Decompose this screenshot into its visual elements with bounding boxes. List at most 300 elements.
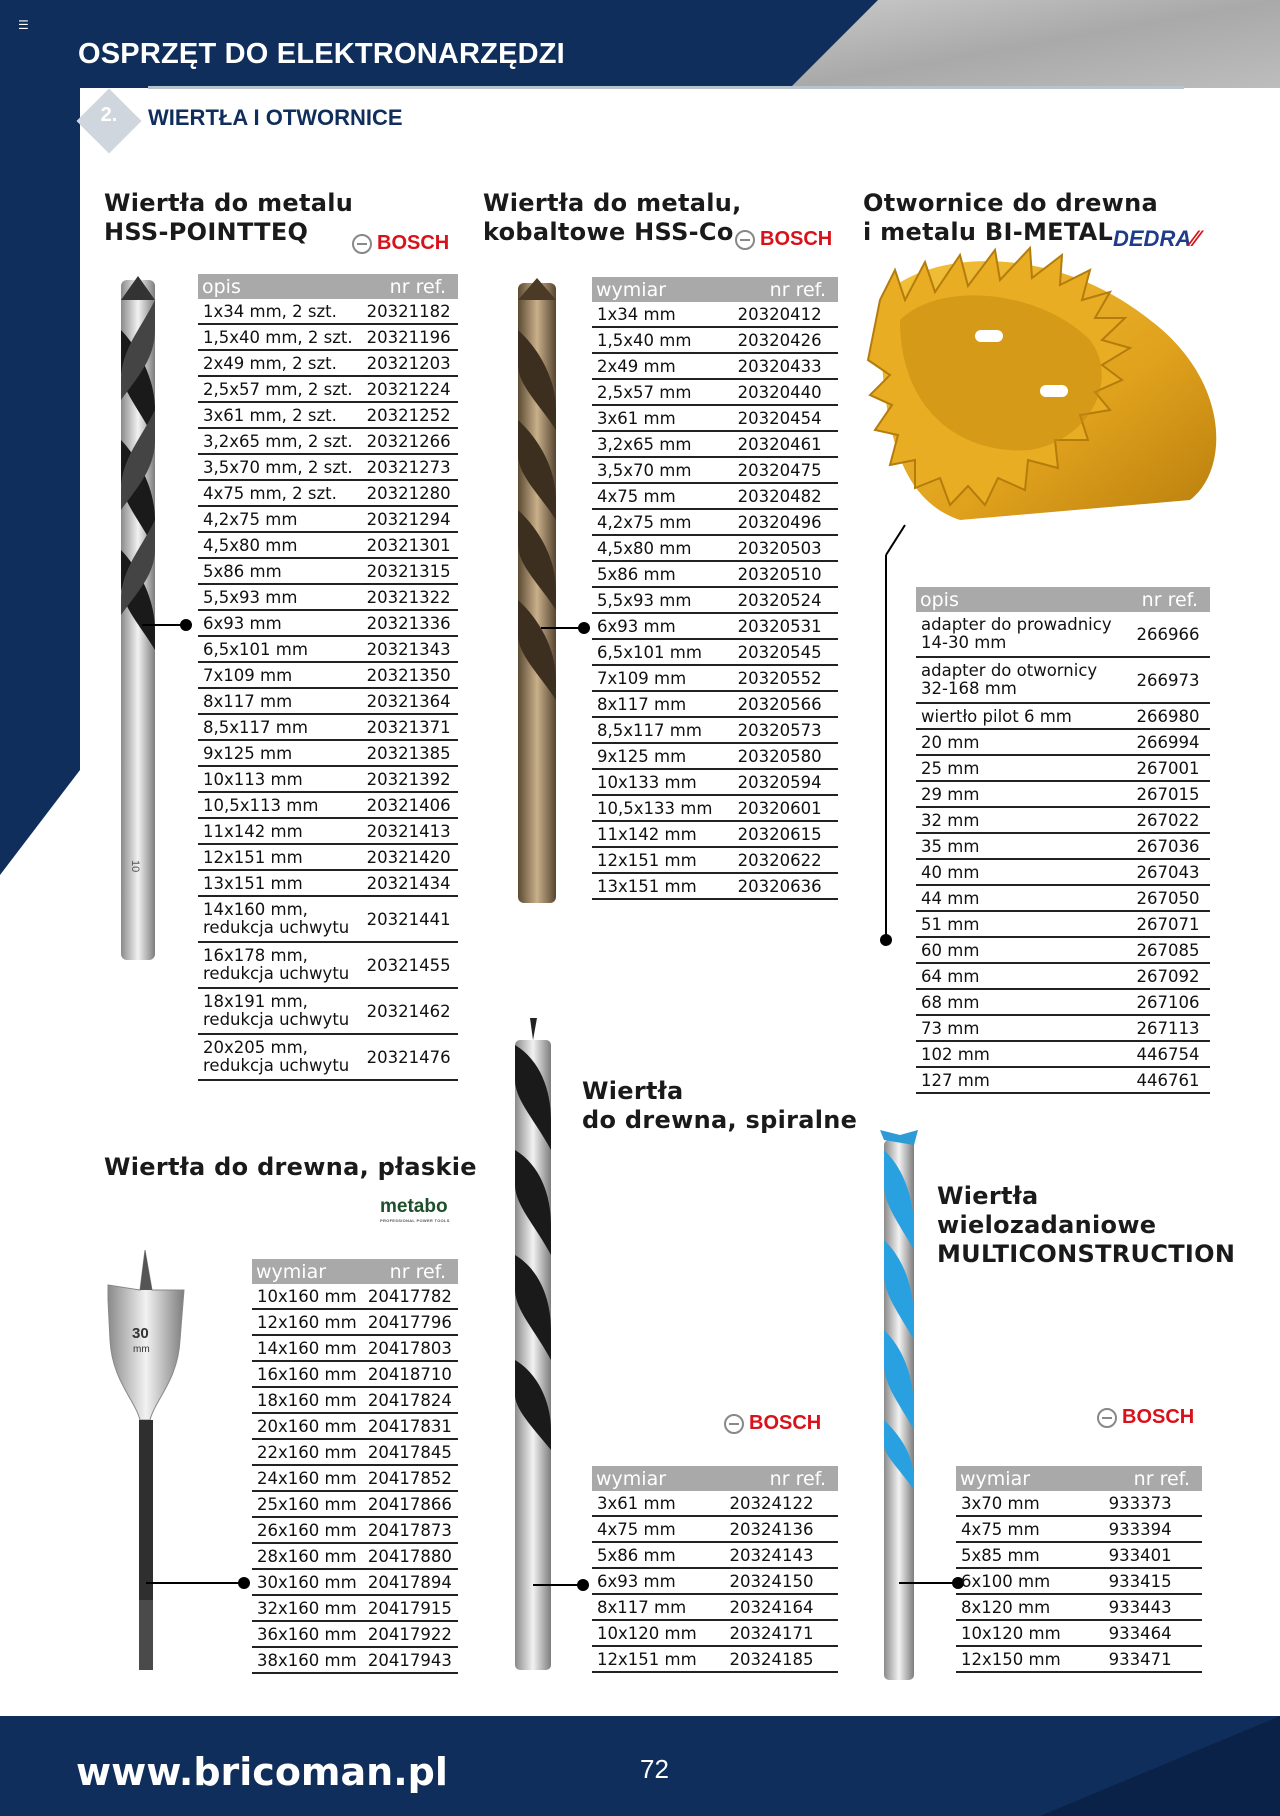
size-cell: 68 mm	[916, 989, 1132, 1015]
size-cell: 12x151 mm	[592, 1646, 724, 1672]
size-cell	[198, 942, 362, 988]
bosch-logo	[735, 228, 832, 251]
ref-cell: 20320475	[733, 457, 838, 483]
table-row	[956, 1568, 1202, 1594]
size-cell: 36x160 mm	[252, 1621, 363, 1647]
size-cell	[916, 612, 1132, 657]
size-cell: 8x117 mm	[592, 691, 733, 717]
table-row	[198, 818, 458, 844]
ref-cell: 20321182	[362, 299, 458, 324]
table-row	[198, 662, 458, 688]
size-cell: 25x160 mm	[252, 1491, 363, 1517]
size-cell: 5x86 mm	[592, 1542, 724, 1568]
cell-line: redukcja uchwytu	[203, 964, 350, 983]
table-row	[592, 717, 838, 743]
drill-multiconstruction-image	[880, 1130, 918, 1680]
metabo-logo	[380, 1196, 450, 1223]
menu-icon[interactable]: ☰	[18, 18, 29, 32]
table-row	[592, 847, 838, 873]
column-header: nr ref.	[362, 274, 458, 299]
table-header-row	[592, 1466, 838, 1491]
table-hss-pointteq	[198, 274, 458, 1081]
size-cell	[198, 1034, 362, 1080]
size-cell: 9x125 mm	[198, 740, 362, 766]
size-cell: 4x75 mm	[956, 1516, 1104, 1542]
ref-cell: 267106	[1132, 989, 1210, 1015]
table-row	[252, 1284, 458, 1309]
ref-cell: 933401	[1104, 1542, 1202, 1568]
size-cell: 4,2x75 mm	[592, 509, 733, 535]
cell-line: redukcja uchwytu	[203, 1056, 350, 1075]
product-title-multiconstruction	[937, 1182, 1235, 1269]
svg-text:10: 10	[129, 860, 141, 873]
table-row	[198, 402, 458, 428]
table-row	[592, 302, 838, 327]
bosch-ring-icon	[1097, 1408, 1117, 1428]
size-cell: 20x160 mm	[252, 1413, 363, 1439]
table-row	[916, 937, 1210, 963]
size-cell: 11x142 mm	[198, 818, 362, 844]
ref-cell: 20320482	[733, 483, 838, 509]
ref-cell: 20321413	[362, 818, 458, 844]
cell-line: 18x191 mm,	[203, 992, 308, 1011]
ref-cell: 20321420	[362, 844, 458, 870]
ref-cell: 267092	[1132, 963, 1210, 989]
ref-cell: 20320566	[733, 691, 838, 717]
table-row	[198, 428, 458, 454]
table-row	[198, 792, 458, 818]
ref-cell: 20321203	[362, 350, 458, 376]
ref-cell: 20321294	[362, 506, 458, 532]
cell-line: 14-30 mm	[921, 633, 1007, 652]
drill-hss-pointteq-image	[121, 276, 155, 960]
size-cell: 3,5x70 mm	[592, 457, 733, 483]
ref-cell: 20321280	[362, 480, 458, 506]
title-line: HSS-POINTTEQ	[104, 218, 309, 246]
product-title-hss-pointteq	[104, 189, 353, 247]
ref-cell: 20320580	[733, 743, 838, 769]
size-cell: 18x160 mm	[252, 1387, 363, 1413]
table-row	[916, 833, 1210, 859]
size-cell: 35 mm	[916, 833, 1132, 859]
title-line: Wiertła do metalu,	[483, 189, 742, 217]
ref-cell: 20321252	[362, 402, 458, 428]
title-line: do drewna, spiralne	[582, 1106, 858, 1134]
ref-cell: 20321343	[362, 636, 458, 662]
ref-cell: 20321224	[362, 376, 458, 402]
ref-cell: 267050	[1132, 885, 1210, 911]
table-row	[592, 535, 838, 561]
size-cell: 11x142 mm	[592, 821, 733, 847]
size-cell: 4x75 mm, 2 szt.	[198, 480, 362, 506]
table-row	[198, 584, 458, 610]
cell-line: adapter do prowadnicy	[921, 615, 1112, 634]
table-header-row	[916, 587, 1210, 612]
table-row	[198, 558, 458, 584]
table-row	[198, 299, 458, 324]
ref-cell: 20320524	[733, 587, 838, 613]
table-row	[956, 1542, 1202, 1568]
ref-cell: 20320496	[733, 509, 838, 535]
ref-cell: 267043	[1132, 859, 1210, 885]
table-row	[956, 1516, 1202, 1542]
size-cell: 25 mm	[916, 755, 1132, 781]
table-row	[252, 1309, 458, 1335]
table-row	[916, 911, 1210, 937]
blade-size-label: 30	[132, 1325, 149, 1342]
table-row	[198, 766, 458, 792]
cell-line: 16x178 mm,	[203, 946, 308, 965]
table-row	[252, 1387, 458, 1413]
brand-tagline: PROFESSIONAL POWER TOOLS	[380, 1218, 450, 1223]
table-bi-metal	[916, 587, 1210, 1094]
table-row	[916, 963, 1210, 989]
brand-name: BOSCH	[1122, 1406, 1195, 1428]
table-row	[592, 769, 838, 795]
size-cell: 14x160 mm	[252, 1335, 363, 1361]
ref-cell: 20320510	[733, 561, 838, 587]
ref-cell: 20320615	[733, 821, 838, 847]
table-row	[956, 1491, 1202, 1516]
table-row	[592, 1646, 838, 1672]
table-row	[592, 1568, 838, 1594]
ref-cell: 20418710	[363, 1361, 458, 1387]
size-cell: 10x113 mm	[198, 766, 362, 792]
ref-cell: 20320601	[733, 795, 838, 821]
dedra-logo	[1113, 226, 1199, 252]
bosch-ring-icon	[735, 230, 755, 250]
ref-cell: 20321455	[362, 942, 458, 988]
size-cell: 10x120 mm	[592, 1620, 724, 1646]
size-cell: 4x75 mm	[592, 483, 733, 509]
ref-cell: 20320552	[733, 665, 838, 691]
size-cell: 16x160 mm	[252, 1361, 363, 1387]
ref-cell: 20320461	[733, 431, 838, 457]
size-cell: 10x160 mm	[252, 1284, 363, 1309]
ref-cell: 20324185	[724, 1646, 838, 1672]
table-row	[198, 506, 458, 532]
title-line: Otwornice do drewna	[863, 189, 1159, 217]
size-cell: 10,5x113 mm	[198, 792, 362, 818]
size-cell: 12x160 mm	[252, 1309, 363, 1335]
title-line: wielozadaniowe	[937, 1211, 1157, 1239]
size-cell: 5x86 mm	[198, 558, 362, 584]
table-row	[252, 1335, 458, 1361]
side-band	[0, 88, 80, 875]
size-cell: 51 mm	[916, 911, 1132, 937]
ref-cell: 20320545	[733, 639, 838, 665]
table-row	[592, 1620, 838, 1646]
ref-cell: 20417880	[363, 1543, 458, 1569]
table-row	[198, 532, 458, 558]
table-row	[916, 729, 1210, 755]
size-cell: 28x160 mm	[252, 1543, 363, 1569]
table-header-row	[956, 1466, 1202, 1491]
ref-cell: 20320636	[733, 873, 838, 899]
size-cell: 38x160 mm	[252, 1647, 363, 1673]
table-row	[592, 1594, 838, 1620]
ref-cell: 20320531	[733, 613, 838, 639]
drill-hss-co-image	[518, 278, 556, 903]
bosch-logo	[724, 1412, 821, 1435]
ref-cell: 20417873	[363, 1517, 458, 1543]
size-cell: 3,5x70 mm, 2 szt.	[198, 454, 362, 480]
ref-cell: 20321476	[362, 1034, 458, 1080]
size-cell: 3,2x65 mm	[592, 431, 733, 457]
table-row	[592, 613, 838, 639]
table-row	[252, 1465, 458, 1491]
table-row	[592, 795, 838, 821]
ref-cell: 20320594	[733, 769, 838, 795]
column-header: wymiar	[592, 277, 733, 302]
table-row	[916, 1041, 1210, 1067]
hole-saw-image	[868, 248, 1216, 520]
table-row	[198, 454, 458, 480]
ref-cell: 20324136	[724, 1516, 838, 1542]
size-cell: 6x93 mm	[592, 613, 733, 639]
title-line: Wiertła	[582, 1077, 684, 1105]
cell-line: redukcja uchwytu	[203, 918, 350, 937]
ref-cell: 20417803	[363, 1335, 458, 1361]
table-row	[252, 1543, 458, 1569]
table-row	[592, 1491, 838, 1516]
column-header: nr ref.	[1132, 587, 1210, 612]
title-line: Wiertła	[937, 1182, 1039, 1210]
table-row	[198, 896, 458, 942]
product-title-hss-co	[483, 189, 742, 247]
ref-cell: 267036	[1132, 833, 1210, 859]
ref-cell: 20321266	[362, 428, 458, 454]
size-cell: 6x93 mm	[592, 1568, 724, 1594]
size-cell: 5x85 mm	[956, 1542, 1104, 1568]
size-cell: 2x49 mm	[592, 353, 733, 379]
size-cell: 10,5x133 mm	[592, 795, 733, 821]
size-cell: 6x93 mm	[198, 610, 362, 636]
brand-name: BOSCH	[760, 228, 833, 250]
ref-cell: 267022	[1132, 807, 1210, 833]
table-row	[198, 1034, 458, 1080]
ref-cell: 20320426	[733, 327, 838, 353]
ref-cell: 20321441	[362, 896, 458, 942]
ref-cell: 266980	[1132, 703, 1210, 729]
table-row	[916, 657, 1210, 703]
ref-cell: 266973	[1132, 657, 1210, 703]
ref-cell: 933471	[1104, 1646, 1202, 1672]
ref-cell: 20321322	[362, 584, 458, 610]
ref-cell: 933394	[1104, 1516, 1202, 1542]
size-cell: 1,5x40 mm, 2 szt.	[198, 324, 362, 350]
size-cell: 12x151 mm	[592, 847, 733, 873]
size-cell: 102 mm	[916, 1041, 1132, 1067]
ref-cell: 20417922	[363, 1621, 458, 1647]
ref-cell: 267085	[1132, 937, 1210, 963]
drill-wood-spiral-image	[515, 1018, 551, 1670]
dedra-swoosh-icon: ⁄⁄	[1191, 226, 1199, 251]
page-number: 72	[640, 1754, 669, 1784]
size-cell	[198, 988, 362, 1034]
table-row	[956, 1594, 1202, 1620]
brand-name: BOSCH	[377, 232, 450, 254]
table-row	[198, 610, 458, 636]
ref-cell: 20321350	[362, 662, 458, 688]
brand-name: BOSCH	[749, 1412, 822, 1434]
table-row	[916, 807, 1210, 833]
table-header-row	[198, 274, 458, 299]
table-row	[252, 1491, 458, 1517]
table-row	[198, 740, 458, 766]
size-cell: 32 mm	[916, 807, 1132, 833]
product-title-flat-bits	[104, 1153, 477, 1182]
size-cell: 26x160 mm	[252, 1517, 363, 1543]
table-row	[592, 639, 838, 665]
table-row	[592, 587, 838, 613]
ref-cell: 20324150	[724, 1568, 838, 1594]
ref-cell: 20321301	[362, 532, 458, 558]
size-cell: 4,5x80 mm	[592, 535, 733, 561]
table-row	[592, 743, 838, 769]
page-header-title: OSPRZĘT DO ELEKTRONARZĘDZI	[78, 38, 565, 70]
title-line: Wiertła do drewna, płaskie	[104, 1153, 477, 1181]
ref-cell: 20321406	[362, 792, 458, 818]
size-cell: 8x117 mm	[592, 1594, 724, 1620]
title-line: i metalu BI-METAL	[863, 218, 1114, 246]
ref-cell: 20320622	[733, 847, 838, 873]
ref-cell: 20417831	[363, 1413, 458, 1439]
size-cell: 5,5x93 mm	[592, 587, 733, 613]
table-row	[916, 859, 1210, 885]
table-row	[592, 873, 838, 899]
ref-cell: 20417796	[363, 1309, 458, 1335]
table-row	[252, 1569, 458, 1595]
title-line: kobaltowe HSS-Co	[483, 218, 734, 246]
size-cell: 4,5x80 mm	[198, 532, 362, 558]
table-row	[916, 1067, 1210, 1093]
title-line: Wiertła do metalu	[104, 189, 354, 217]
cell-line: 32-168 mm	[921, 679, 1017, 698]
size-cell: 44 mm	[916, 885, 1132, 911]
column-header: wymiar	[592, 1466, 724, 1491]
size-cell: 60 mm	[916, 937, 1132, 963]
ref-cell: 20321392	[362, 766, 458, 792]
size-cell: 1,5x40 mm	[592, 327, 733, 353]
ref-cell: 933443	[1104, 1594, 1202, 1620]
flat-bit-image	[108, 1250, 184, 1670]
table-row	[916, 989, 1210, 1015]
column-header: nr ref.	[733, 277, 838, 302]
size-cell: 6x100 mm	[956, 1568, 1104, 1594]
table-row	[592, 483, 838, 509]
size-cell: wiertło pilot 6 mm	[916, 703, 1132, 729]
column-header: opis	[198, 274, 362, 299]
table-row	[592, 353, 838, 379]
size-cell: 1x34 mm	[592, 302, 733, 327]
table-row	[916, 755, 1210, 781]
table-row	[592, 821, 838, 847]
ref-cell: 20417866	[363, 1491, 458, 1517]
cell-line: adapter do otwornicy	[921, 661, 1098, 680]
size-cell: 3x61 mm	[592, 405, 733, 431]
ref-cell: 267071	[1132, 911, 1210, 937]
ref-cell: 933464	[1104, 1620, 1202, 1646]
size-cell: 10x133 mm	[592, 769, 733, 795]
size-cell: 40 mm	[916, 859, 1132, 885]
table-row	[592, 379, 838, 405]
ref-cell: 20321336	[362, 610, 458, 636]
ref-cell: 20417915	[363, 1595, 458, 1621]
section-number: 2.	[100, 104, 118, 126]
ref-cell: 20417943	[363, 1647, 458, 1673]
table-row	[592, 665, 838, 691]
table-row	[956, 1620, 1202, 1646]
ref-cell: 20321196	[362, 324, 458, 350]
blade-unit-label: mm	[133, 1344, 150, 1355]
column-header: nr ref.	[1104, 1466, 1202, 1491]
brand-name: DEDRA	[1113, 226, 1192, 251]
ref-cell: 20324171	[724, 1620, 838, 1646]
size-cell: 5x86 mm	[592, 561, 733, 587]
size-cell: 6,5x101 mm	[198, 636, 362, 662]
size-cell: 3x61 mm, 2 szt.	[198, 402, 362, 428]
table-row	[592, 561, 838, 587]
size-cell: 2,5x57 mm, 2 szt.	[198, 376, 362, 402]
size-cell: 8,5x117 mm	[592, 717, 733, 743]
ref-cell: 20417894	[363, 1569, 458, 1595]
column-header: nr ref.	[363, 1259, 458, 1284]
size-cell: 20 mm	[916, 729, 1132, 755]
table-row	[198, 988, 458, 1034]
table-row	[252, 1361, 458, 1387]
size-cell: 2x49 mm, 2 szt.	[198, 350, 362, 376]
size-cell: 9x125 mm	[592, 743, 733, 769]
size-cell: 8x117 mm	[198, 688, 362, 714]
ref-cell: 20321273	[362, 454, 458, 480]
bosch-logo	[352, 232, 449, 255]
table-row	[252, 1621, 458, 1647]
column-header: opis	[916, 587, 1132, 612]
size-cell: 32x160 mm	[252, 1595, 363, 1621]
bosch-ring-icon	[352, 234, 372, 254]
table-row	[592, 327, 838, 353]
footer-website-link[interactable]: www.bricoman.pl	[76, 1750, 448, 1794]
table-header-row	[592, 277, 838, 302]
table-row	[198, 844, 458, 870]
ref-cell: 20417845	[363, 1439, 458, 1465]
table-wood-spiral	[592, 1466, 838, 1673]
table-row	[198, 350, 458, 376]
table-row	[956, 1646, 1202, 1672]
table-row	[198, 376, 458, 402]
table-row	[198, 714, 458, 740]
section-divider	[148, 86, 1184, 89]
ref-cell: 446761	[1132, 1067, 1210, 1093]
size-cell: 7x109 mm	[592, 665, 733, 691]
table-row	[252, 1439, 458, 1465]
ref-cell: 20320573	[733, 717, 838, 743]
ref-cell: 933415	[1104, 1568, 1202, 1594]
ref-cell: 20321315	[362, 558, 458, 584]
ref-cell: 267015	[1132, 781, 1210, 807]
size-cell: 127 mm	[916, 1067, 1132, 1093]
table-row	[592, 1542, 838, 1568]
table-row	[592, 1516, 838, 1542]
table-row	[592, 431, 838, 457]
ref-cell: 20320503	[733, 535, 838, 561]
table-row	[592, 457, 838, 483]
column-header: nr ref.	[724, 1466, 838, 1491]
table-header-row	[252, 1259, 458, 1284]
table-row	[198, 480, 458, 506]
ref-cell: 266994	[1132, 729, 1210, 755]
